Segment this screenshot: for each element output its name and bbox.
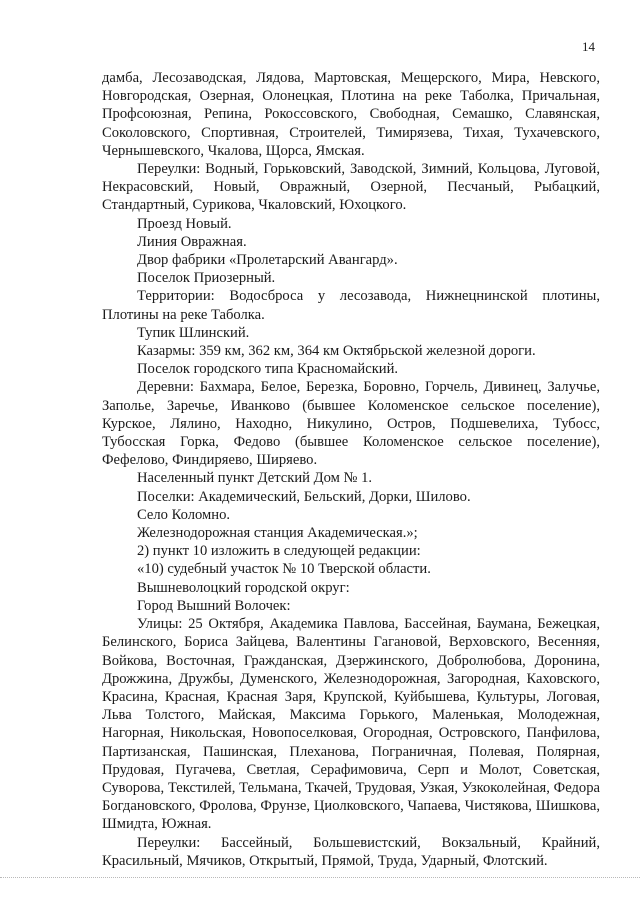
paragraph: 2) пункт 10 изложить в следующей редакции: (137, 543, 421, 560)
paragraph: Село Коломно. (137, 506, 231, 523)
paragraph: Населенный пункт Детский Дом № 1. (137, 470, 373, 487)
document-body (102, 69, 600, 870)
paragraph: «10) судебный участок № 10 Тверской области. (137, 561, 431, 578)
paragraph: Тупик Шлинский. (137, 324, 250, 341)
paragraph: Поселок городского типа Красномайский. (137, 361, 399, 378)
paragraph: Город Вышний Волочек: (137, 597, 291, 614)
paragraph: Железнодорожная станция Академическая.»; (137, 525, 418, 542)
page-bottom-rule (0, 877, 640, 878)
paragraph: Территории: Водосброса у лесозавода, Нижнецнинской плотины, Плотины на реке Таболка. (102, 288, 600, 323)
paragraph: Поселок Приозерный. (137, 270, 276, 287)
paragraph: Поселки: Академический, Бельский, Дорки, Шилово. (137, 488, 471, 505)
paragraph: Улицы: 25 Октября, Академика Павлова, Бассейная, Баумана, Бежецкая, Белинского, Бориса Зайцева, Валентины Гагановой, Верховского, Весенняя, Войкова, Восточная, Гражданская, Дзержинского, Добролюбова, Доронина, Дрожжина, Дружбы, Думенского, Железнодорожная, Загородная, Каховского, Красина, Красная, Красная Заря, Крупской, Куйбышева, Культуры, Логовая, Льва Толстого, Майская, Максима Горького, Маленькая, Молодежная, Нагорная, Никольская, Новопоселковая, Огородная, Островского, Панфилова, Партизанская, Пашинская, Плеханова, Пограничная, Полевая, Полярная, Прудовая, Пугачева, Светлая, Серафимовича, Серп и Молот, Советская, Суворова, Текстилей, Тельмана, Ткачей, Трудовая, Узкая, Узкоколейная, Федора Богдановского, Фролова, Фрунзе, Циолковского, Чапаева, Чистякова, Шишкова, Шмидта, Южная. (102, 616, 600, 833)
paragraph: Вышневолоцкий городской округ: (137, 579, 350, 596)
paragraph: Переулки: Бассейный, Большевистский, Вокзальный, Крайний, Красильный, Мячиков, Открытый, Прямой, Труда, Ударный, Флотский. (102, 834, 600, 869)
paragraph: Линия Овражная. (137, 233, 247, 250)
paragraph: Проезд Новый. (137, 215, 232, 232)
page-number: 14 (582, 39, 595, 54)
paragraph: дамба, Лесозаводская, Лядова, Мартовская, Мещерского, Мира, Невского, Новгородская, Озерная, Олонецкая, Плотина на реке Таболка, Причальная, Профсоюзная, Репина, Рокоссовского, Свободная, Семашко, Славянская, Соколовского, Спортивная, Строителей, Тимирязева, Тихая, Тухачевского, Чернышевского, Чкалова, Щорса, Ямская. (102, 70, 600, 159)
paragraph: Переулки: Водный, Горьковский, Заводской, Зимний, Кольцова, Луговой, Некрасовский, Новый, Овражный, Озерной, Песчаный, Рыбацкий, Стандартный, Сурикова, Чкаловский, Юхоцкого. (102, 161, 600, 214)
paragraph: Казармы: 359 км, 362 км, 364 км Октябрьской железной дороги. (137, 343, 536, 360)
paragraph: Деревни: Бахмара, Белое, Березка, Боровно, Горчель, Дивинец, Залучье, Заполье, Заречье, Иванково (бывшее Коломенское сельское поселение), Курское, Лялино, Находно, Никулино, Остров, Подшевелиха, Тубосс, Тубосская Горка, Федово (бывшее Коломенское сельское поселение), Фефелово, Финдиряево, Ширяево. (102, 379, 600, 469)
paragraph: Двор фабрики «Пролетарский Авангард». (137, 252, 398, 269)
